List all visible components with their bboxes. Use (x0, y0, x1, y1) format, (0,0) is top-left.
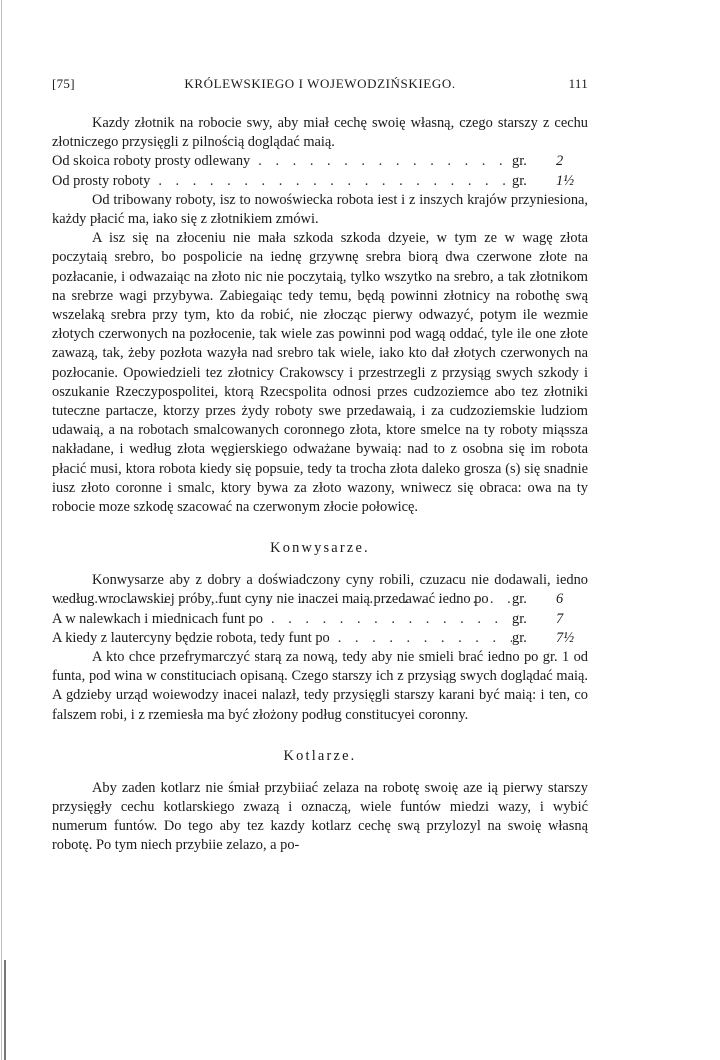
leader-dots (150, 172, 512, 191)
page-number: 111 (568, 76, 588, 91)
price-row (52, 172, 588, 191)
price-unit: gr. (512, 610, 527, 627)
price-unit: gr. (512, 153, 527, 170)
goldsmiths-paragraph: A isz się na złoceniu nie mała szkoda szkoda dzyeie, w tym ze w wagę złota poczytaią srebro, bo pospolicie na iednę grzywnę srebra biorą dwa czerwone złote na pozłacanie, i odwazaiąc na złoto nic nie poczytaią, tylko wszytko na srebro, a tak złotnikom na srebrze wagi przybywa. Zabiegaiąc tedy temu, będą powinni złotnicy na robothę swą wszelaką srebra przy tym, kto da robić, nie złocząc pierwy odwazyć, potym ile wezmie złotych czerwonych na pozłocenie, tak wiele zas powinni pod wagą oddać, tyle ile one złote zawazą, tak, żeby pozłota wazyła nad srebro tak wiele, iako kto dał złotych czerwonych na pozłocanie. Opowiedzieli tez złotnicy Crakowscy i przestrzegli z przysiąg swych szkody i oszukanie Rzeczypospolitei, ktorą Rzecspolita odnosi przes cudzoziemce abo tez złotniki tuteczne partacze, ktorzy przes żydy roboty swe przedawaią, i za cudzoziemskie ludziom udawaią, a na robotach smalcowanych coronnego złota, ktore smelce na ty roboty miąssza nakładane, i według złota węgierskiego odważane bywaią: nad to z osobna się im robota płacić musi, ktora robota kiedy się popsuie, tedy ta trocha złota daleko grosza (s) się snadnie iusz złoto coronne i smalc, ktory bywa za złoto wazony, wniwecz się obraca: owa na ty robocie moze szkodę szacować na czerwonym złocie połowicę. (52, 230, 588, 516)
price-unit: gr. (512, 172, 527, 189)
goldsmiths-intro: Kazdy złotnik na robocie swy, aby miał cechę swoię własną, czego starszy z cechu złotniczego przysięgli z pilnością doglądać maią. (52, 115, 588, 151)
binding-edge (1, 0, 2, 1060)
page-reference: [75] (52, 76, 75, 91)
price-label: Od skoica roboty prosty odlewany (52, 153, 251, 170)
price-label: A w nalewkach i miednicach funt po (52, 610, 263, 627)
leader-dots (330, 629, 512, 648)
coppersmiths-paragraph: Aby zaden kotlarz nie śmiał przybiiać zelaza na robotę swoię aze ią pierwy starszy przysięgły cechu kotlarskiego zwazą i oznaczą, wiele funtów miedzi wazy, i wybić numerum funtów. Do tego aby tez kazdy kotlarz cechę swą przylozyl na swoię własną robotę. Po tym niech przybiie zelazo, a po- (52, 779, 588, 854)
goldsmiths-paragraph: Od tribowany roboty, isz to nowoświecka robota iest i z inszych krajów przyniesiona, każdy płacić ma, iako się z złotnikiem zmówi. (52, 191, 588, 227)
price-value: 2 (556, 153, 564, 170)
price-label: Od prosty roboty (52, 172, 151, 189)
price-row (52, 590, 588, 609)
leader-dots (250, 152, 512, 171)
binding-edge-shadow (4, 960, 6, 1060)
body-text (52, 114, 588, 856)
pewterers-paragraph: A kto chce przefrymarczyć starą za nową, tedy aby nie smieli brać iedno po gr. 1 od funta, pod wina w constituciach opisaną. Czego starszy ich z przysiąg swych doglądać maią. A gdzieby urząd woiewodzy inacei nalazł, tedy przysięgli starszy karani być maią: i ten, co falszem robi, i z rzemiesła ma być złożony podług constitucyei coronny. (52, 649, 588, 723)
running-title: KRÓLEWSKIEGO I WOJEWODZIŃSKIEGO. (184, 76, 456, 91)
price-value: 1½ (556, 172, 574, 189)
price-unit: gr. (512, 591, 527, 608)
price-unit: gr. (512, 629, 527, 646)
leader-dots (52, 590, 512, 609)
price-row (52, 610, 588, 629)
section-title-pewterers: Konwysarze. (270, 540, 370, 557)
price-value: 7 (556, 610, 564, 627)
leader-dots (263, 610, 512, 629)
price-label: A kiedy z lautercyny będzie robota, tedy funt po (52, 629, 330, 646)
price-row (52, 152, 588, 171)
section-title-coppersmiths: Kotlarze. (283, 747, 357, 764)
price-value: 6 (556, 591, 564, 608)
page-header (52, 76, 588, 96)
price-value: 7½ (556, 629, 574, 646)
pewterers-intro: Konwysarze aby z dobry a doświadczony cyny robili, czuzacu nie dodawali, iedno według wroclawskiej próby, funt cyny nie inaczei maią przedawać iedno po (52, 572, 588, 608)
price-row (52, 629, 588, 648)
